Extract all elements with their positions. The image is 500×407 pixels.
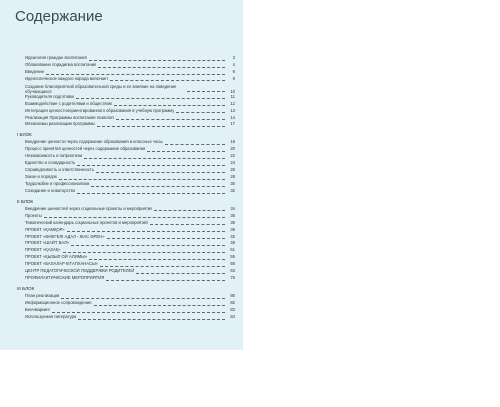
toc-entry (17, 254, 235, 261)
toc-entry (17, 62, 235, 69)
toc-section-heading (17, 286, 235, 293)
toc-entry (17, 247, 235, 254)
toc-page-number: 83 (230, 306, 235, 312)
toc-page-number: 32 (230, 187, 235, 193)
toc-entry (17, 69, 235, 76)
toc-entry (17, 174, 235, 181)
toc-entry (17, 122, 235, 129)
toc-dot-leader (77, 193, 225, 194)
toc-dot-leader (187, 91, 225, 92)
toc-dot-leader (98, 67, 225, 68)
toc-entry (17, 115, 235, 122)
toc-entry (17, 94, 235, 101)
toc-dot-leader (96, 172, 225, 173)
toc-dot-leader (94, 305, 225, 306)
toc-page-number: 80 (230, 293, 235, 299)
toc-section-heading (17, 132, 235, 139)
toc-entry-title: ПРОЕКТ «ҚАЗАҚ» (25, 247, 61, 253)
toc-entry-title: Единство и солидарность (25, 160, 76, 166)
toc-page-number: 28 (230, 174, 235, 180)
toc-dot-leader (77, 165, 225, 166)
toc-dot-leader (114, 105, 225, 106)
toc-dot-leader (110, 80, 225, 81)
toc-entry (17, 76, 235, 83)
toc-page-number: 10 (230, 88, 235, 94)
toc-dot-leader (165, 144, 225, 145)
toc-entry-title: Созидание и новаторство (25, 187, 76, 193)
toc-page-number: 39 (230, 226, 235, 232)
toc-dot-leader (76, 98, 225, 99)
toc-page-number: 24 (230, 160, 235, 166)
page-title: Содержание (15, 8, 103, 25)
toc-page-number: 51 (230, 247, 235, 253)
toc-dot-leader (136, 273, 225, 274)
toc-entry-title: ПРОЕКТ «ШАЙТ БАЛ» (25, 240, 70, 246)
toc-entry-title: Независимость и патриотизм (25, 153, 82, 159)
toc-entry-title: ПРОЕКТ «ҚАМҚОР» (25, 226, 65, 232)
toc-page-number: 20 (230, 146, 235, 152)
toc-entry (17, 234, 235, 241)
toc-entry (17, 261, 235, 268)
toc-dot-leader (59, 179, 225, 180)
toc-page-number: 22 (230, 153, 235, 159)
toc-dot-leader (46, 74, 225, 75)
toc-page-number: 11 (230, 93, 235, 99)
toc-entry (17, 146, 235, 153)
toc-page-number: 75 (230, 275, 235, 281)
toc-page-number: 3 (232, 54, 235, 60)
toc-entry-title: Внедрение ценности через содержание образования и классные часы (25, 139, 163, 145)
toc-page-number: 63 (230, 268, 235, 274)
toc-dot-leader (106, 280, 225, 281)
toc-page-number: 14 (230, 114, 235, 120)
toc-entry (17, 300, 235, 307)
toc-entry-title: Интеграция ценностноориентированного образования в учебную программу (25, 107, 175, 113)
toc-entry (17, 139, 235, 146)
toc-entry (17, 188, 235, 195)
toc-entry-title: Идеологическое каждого народа включает (25, 75, 109, 81)
toc-entry-title: Взаимодействие с родителями и обществом (25, 100, 112, 106)
toc-entry-title: Процесс принятия ценностей через содержание образования (25, 146, 146, 152)
toc-entry-title: ПРОЕКТ «БАЛАЛАР КІТАПХАНАСЫ» (25, 261, 99, 267)
toc-entry-title: ПРОФИЛАКТИЧЕСКИЕ МЕРОПРИЯТИЯ (25, 275, 105, 281)
toc-entry (17, 160, 235, 167)
toc-entry (17, 153, 235, 160)
toc-entry (17, 108, 235, 115)
toc-dot-leader (97, 126, 225, 127)
toc-dot-leader (84, 158, 225, 159)
toc-page-number: 34 (230, 205, 235, 211)
toc-page-number: 35 (230, 212, 235, 218)
toc-entry-title: План реализации (25, 293, 60, 299)
toc-entry (17, 268, 235, 275)
toc-entry-title: Облакование порадигма воспитания (25, 61, 97, 67)
toc-entry-title: Внедрение ценностей через социальные проекты и мероприятия (25, 205, 153, 211)
toc-entry-title: Проекты (25, 212, 42, 218)
toc-page-number: 48 (230, 240, 235, 246)
toc-section-heading (17, 199, 235, 206)
toc-dot-leader (78, 319, 225, 320)
toc-dot-leader (89, 60, 225, 61)
toc-page-number: 59 (230, 261, 235, 267)
toc-dot-leader (116, 119, 225, 120)
toc-entry-title: Введение (25, 68, 44, 74)
toc-entry-title: Реализация Программы воспитания позволит (25, 114, 115, 120)
toc-page-number: 30 (230, 180, 235, 186)
toc-dot-leader (176, 112, 225, 113)
toc-entry-title: III БЛОК (17, 286, 35, 292)
toc-entry-title: Механизмы реализации программы (25, 121, 95, 127)
toc-entry (17, 227, 235, 234)
toc-dot-leader (71, 245, 225, 246)
toc-page-number: 13 (230, 107, 235, 113)
toc-dot-leader (44, 217, 225, 218)
toc-entry-title: Тематический календарь социальных проектов и мероприятий (25, 219, 148, 225)
toc-entry (17, 83, 235, 94)
toc-entry-title: Идеалогия граждан воспитания (25, 54, 87, 60)
toc-page-number: 4 (232, 61, 235, 67)
toc-entry-title: ПРОЕКТ «ӨНЕГЕЛІ АДАЛ - ЖАС ӨРЕН» (25, 233, 105, 239)
toc-entry (17, 275, 235, 282)
toc-page-number: 9 (232, 75, 235, 81)
toc-entry-title: I БЛОК (17, 132, 32, 138)
toc-dot-leader (150, 224, 225, 225)
document-page (0, 0, 243, 350)
toc-page-number: 55 (230, 254, 235, 260)
toc-dot-leader (147, 151, 225, 152)
toc-page-number: 6 (232, 68, 235, 74)
toc-entry (17, 220, 235, 227)
table-of-contents (17, 55, 235, 321)
toc-page-number: 84 (230, 313, 235, 319)
toc-dot-leader (89, 259, 225, 260)
toc-entry (17, 55, 235, 62)
toc-entry (17, 314, 235, 321)
toc-entry (17, 213, 235, 220)
toc-entry (17, 293, 235, 300)
toc-entry (17, 206, 235, 213)
toc-dot-leader (63, 252, 225, 253)
toc-entry-title: Руководителя подготовки (25, 93, 75, 99)
toc-entry-title: Информационное сопровождение (25, 299, 92, 305)
toc-dot-leader (154, 210, 225, 211)
toc-dot-leader (100, 266, 225, 267)
toc-entry-title: Закон и порядок (25, 174, 57, 180)
toc-entry-title: Справедливость и ответственность (25, 167, 95, 173)
toc-page-number: 45 (230, 233, 235, 239)
toc-entry-title: Создание благоприятной образовательной среды и ее влияние на поведение обучающихся (25, 83, 177, 94)
toc-entry-title: II БЛОК (17, 198, 34, 204)
toc-dot-leader (52, 312, 225, 313)
toc-dot-leader (107, 238, 225, 239)
toc-entry-title: ЦЕНТР ПЕДАГОГИЧЕСКОЙ ПОДДЕРЖКИ РОДИТЕЛЕЙ (25, 268, 135, 274)
toc-page-number: 82 (230, 299, 235, 305)
toc-page-number: 12 (230, 100, 235, 106)
toc-dot-leader (67, 231, 225, 232)
toc-entry-title: ПРОЕКТ «ҚЫЗЫЛ ОЙ АЛИМЫ» (25, 254, 88, 260)
toc-page-number: 36 (230, 219, 235, 225)
toc-page-number: 26 (230, 167, 235, 173)
toc-dot-leader (61, 298, 225, 299)
toc-entry (17, 167, 235, 174)
toc-page-number: 17 (230, 121, 235, 127)
toc-entry (17, 241, 235, 248)
toc-entry (17, 101, 235, 108)
toc-entry-title: Используемая литература (25, 313, 77, 319)
toc-entry (17, 181, 235, 188)
toc-dot-leader (91, 186, 225, 187)
toc-entry-title: Трудолюбие и профессионализм (25, 180, 90, 186)
toc-page-number: 18 (230, 139, 235, 145)
toc-entry (17, 307, 235, 314)
toc-entry-title: Бенчмаркинг (25, 306, 51, 312)
